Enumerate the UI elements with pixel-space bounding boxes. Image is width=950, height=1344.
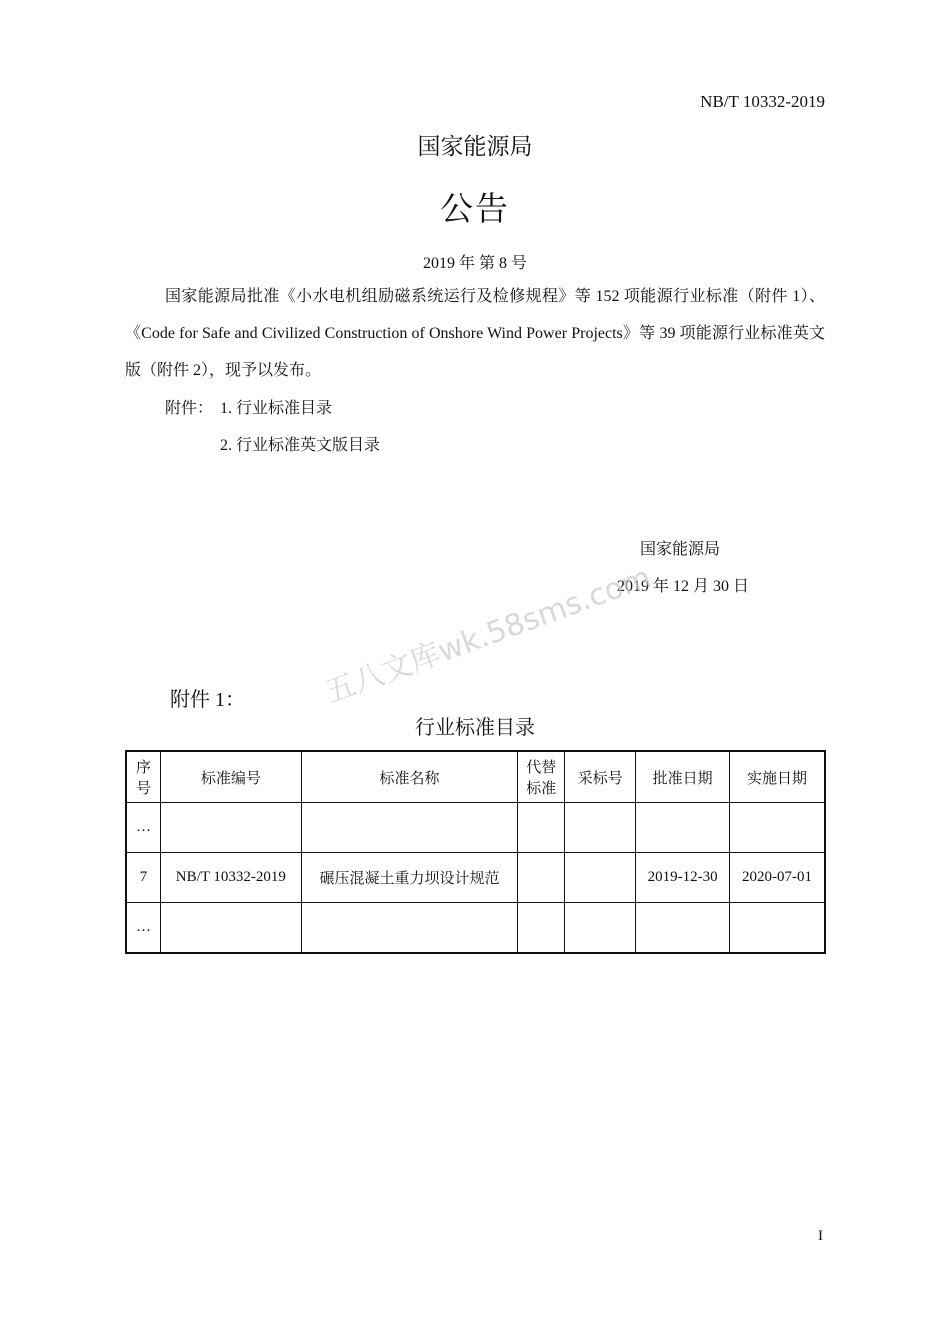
column-header: 代替标准	[518, 751, 565, 803]
table-row	[126, 803, 825, 853]
table-cell	[301, 903, 518, 954]
table-cell	[301, 803, 518, 853]
column-header: 标准编号	[160, 751, 301, 803]
table-cell	[565, 803, 636, 853]
column-header: 采标号	[565, 751, 636, 803]
standard-code: NB/T 10332-2019	[700, 92, 825, 111]
attachment-item: 1. 行业标准目录	[220, 400, 333, 417]
table-cell	[636, 903, 730, 954]
column-header: 实施日期	[730, 751, 825, 803]
table-cell: NB/T 10332-2019	[160, 853, 301, 903]
standards-table	[125, 750, 826, 954]
table-cell	[565, 853, 636, 903]
table-cell: 2020-07-01	[730, 853, 825, 903]
column-header: 批准日期	[636, 751, 730, 803]
attachments-label: 附件：	[165, 400, 214, 417]
table-header-row	[126, 751, 825, 803]
signature-organization: 国家能源局	[640, 541, 721, 558]
attachment-item: 2. 行业标准英文版目录	[220, 437, 381, 454]
table-cell	[730, 903, 825, 954]
table-row	[126, 903, 825, 954]
table-row	[126, 853, 825, 903]
table-cell	[730, 803, 825, 853]
signature-date: 2019 年 12 月 30 日	[617, 578, 750, 595]
table-cell	[518, 853, 565, 903]
column-header: 序号	[126, 751, 160, 803]
table-cell	[160, 903, 301, 954]
table-cell: …	[126, 803, 160, 853]
catalog-title: 行业标准目录	[415, 715, 535, 739]
watermark: 五八文库wk.58sms.com	[320, 559, 656, 711]
appendix-label: 附件 1：	[170, 689, 245, 711]
table-cell	[636, 803, 730, 853]
issue-number: 2019 年 第 8 号	[422, 255, 527, 272]
table-cell: 碾压混凝土重力坝设计规范	[301, 853, 518, 903]
table-cell	[518, 903, 565, 954]
table-cell	[160, 803, 301, 853]
table-cell	[565, 903, 636, 954]
issuer-heading: 国家能源局	[417, 134, 533, 160]
table-cell: 7	[126, 853, 160, 903]
table-cell	[518, 803, 565, 853]
table-cell: …	[126, 903, 160, 954]
page-number: I	[818, 1228, 823, 1244]
announcement-body: 国家能源局批准《小水电机组励磁系统运行及检修规程》等 152 项能源行业标准（附件 1）、《Code for Safe and Civilized Construction of Onshore Wind Power Projects》等 39 项能源行业标准英文版（附件 2），现予以发布。	[125, 288, 825, 379]
column-header: 标准名称	[301, 751, 518, 803]
announcement-title: 公告	[440, 189, 510, 228]
table-cell: 2019-12-30	[636, 853, 730, 903]
